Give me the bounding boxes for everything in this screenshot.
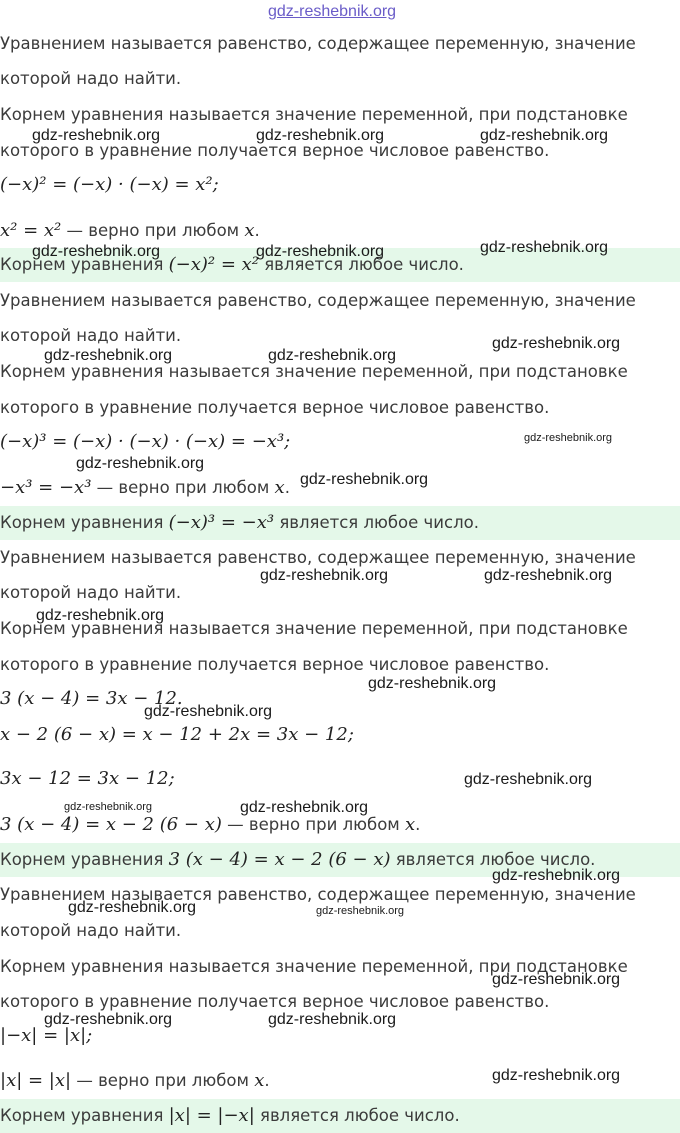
watermark: gdz-reshebnik.org — [64, 801, 153, 813]
definition-equation-line1: Уравнением называется равенство, содержащее переменную, значение — [0, 34, 636, 53]
definition-root-line1: Корнем уравнения называется значение переменной, при подстановке — [0, 362, 628, 381]
watermark: gdz-reshebnik.org — [256, 127, 385, 144]
definition-equation-line2: которой надо найти. — [0, 326, 182, 345]
watermark: gdz-reshebnik.org — [480, 127, 609, 144]
watermark: gdz-reshebnik.org — [492, 1067, 621, 1084]
watermark: gdz-reshebnik.org — [240, 799, 369, 816]
definition-root-line2: которого в уравнение получается верное числовое равенство. — [0, 992, 550, 1011]
definition-equation-line1: Уравнением называется равенство, содержащее переменную, значение — [0, 548, 636, 567]
definition-root-line2: которого в уравнение получается верное числовое равенство. — [0, 398, 550, 417]
definition-equation-line1: Уравнением называется равенство, содержащее переменную, значение — [0, 885, 636, 904]
answer-math: 3 (x − 4) = x − 2 (6 − x) — [168, 849, 391, 870]
watermark: gdz-reshebnik.org — [268, 1011, 397, 1028]
definition-root-line1: Корнем уравнения называется значение переменной, при подстановке — [0, 619, 628, 638]
conclusion-end: . — [254, 221, 260, 240]
answer-math: (−x)² = x² — [168, 254, 259, 275]
watermark: gdz-reshebnik.org — [144, 703, 273, 720]
conclusion-math: 3 (x − 4) = x − 2 (6 − x) — [0, 814, 222, 835]
watermark: gdz-reshebnik.org — [44, 347, 173, 364]
watermark: gdz-reshebnik.org — [260, 567, 389, 584]
conclusion-end: . — [264, 1071, 270, 1090]
conclusion-var: x — [405, 814, 416, 835]
answer-prefix: Корнем уравнения — [0, 1106, 169, 1125]
watermark: gdz-reshebnik.org — [492, 971, 621, 988]
answer-math: (−x)³ = −x³ — [168, 512, 275, 533]
watermark: gdz-reshebnik.org — [484, 567, 613, 584]
watermark: gdz-reshebnik.org — [32, 127, 161, 144]
conclusion-end: . — [284, 478, 290, 497]
watermark: gdz-reshebnik.org — [32, 243, 161, 260]
answer-prefix: Корнем уравнения — [0, 513, 169, 532]
watermark: gdz-reshebnik.org — [76, 455, 205, 472]
conclusion-var: x — [274, 477, 285, 498]
watermark: gdz-reshebnik.org — [492, 335, 621, 352]
definition-equation-line2: которой надо найти. — [0, 921, 182, 940]
conclusion-text: — верно при любом — [221, 815, 406, 834]
site-header-watermark[interactable]: gdz-reshebnik.org — [268, 3, 397, 20]
answer-math: |x| = |−x| — [168, 1105, 255, 1126]
solution-step: 3x − 12 = 3x − 12; — [0, 768, 175, 789]
answer-highlight — [0, 506, 680, 540]
definition-equation-line2: которой надо найти. — [0, 69, 182, 88]
solution-step: (−x)³ = (−x) · (−x) · (−x) = −x³; — [0, 431, 291, 452]
definition-equation-line1: Уравнением называется равенство, содержащее переменную, значение — [0, 291, 636, 310]
conclusion-text: — верно при любом — [61, 221, 245, 240]
definition-equation-line2: которой надо найти. — [0, 583, 182, 602]
watermark: gdz-reshebnik.org — [524, 432, 613, 444]
conclusion-text: — верно при любом — [91, 478, 275, 497]
watermark: gdz-reshebnik.org — [492, 867, 621, 884]
watermark: gdz-reshebnik.org — [68, 899, 197, 916]
watermark: gdz-reshebnik.org — [368, 675, 497, 692]
definition-root-line2: которого в уравнение получается верное числовое равенство. — [0, 141, 550, 160]
definition-root-line2: которого в уравнение получается верное числовое равенство. — [0, 655, 550, 674]
solution-step: x − 2 (6 − x) = x − 12 + 2x = 3x − 12; — [0, 724, 354, 745]
answer-suffix: является любое число. — [259, 255, 464, 274]
conclusion-math: x² = x² — [0, 220, 62, 241]
watermark: gdz-reshebnik.org — [256, 243, 385, 260]
answer-suffix: является любое число. — [254, 1106, 460, 1125]
conclusion-var: x — [254, 1070, 265, 1091]
watermark: gdz-reshebnik.org — [300, 471, 429, 488]
conclusion-end: . — [415, 815, 421, 834]
watermark: gdz-reshebnik.org — [316, 905, 405, 917]
answer-suffix: является любое число. — [274, 513, 479, 532]
conclusion-text: — верно при любом — [71, 1071, 255, 1090]
watermark: gdz-reshebnik.org — [36, 607, 165, 624]
answer-prefix: Корнем уравнения — [0, 255, 169, 274]
watermark: gdz-reshebnik.org — [464, 771, 593, 788]
watermark: gdz-reshebnik.org — [480, 239, 609, 256]
answer-highlight — [0, 1099, 680, 1133]
solution-step: (−x)² = (−x) · (−x) = x²; — [0, 174, 219, 195]
answer-suffix: является любое число. — [390, 850, 596, 869]
definition-root-line1: Корнем уравнения называется значение переменной, при подстановке — [0, 957, 628, 976]
conclusion-var: x — [244, 220, 255, 241]
watermark: gdz-reshebnik.org — [268, 347, 397, 364]
definition-root-line1: Корнем уравнения называется значение переменной, при подстановке — [0, 105, 628, 124]
conclusion-math: |x| = |x| — [0, 1070, 72, 1091]
watermark: gdz-reshebnik.org — [44, 1011, 173, 1028]
solution-step: 3 (x − 4) = 3x − 12. — [0, 688, 183, 709]
conclusion-math: −x³ = −x³ — [0, 477, 92, 498]
answer-prefix: Корнем уравнения — [0, 850, 169, 869]
solution-step: |−x| = |x|; — [0, 1025, 93, 1046]
